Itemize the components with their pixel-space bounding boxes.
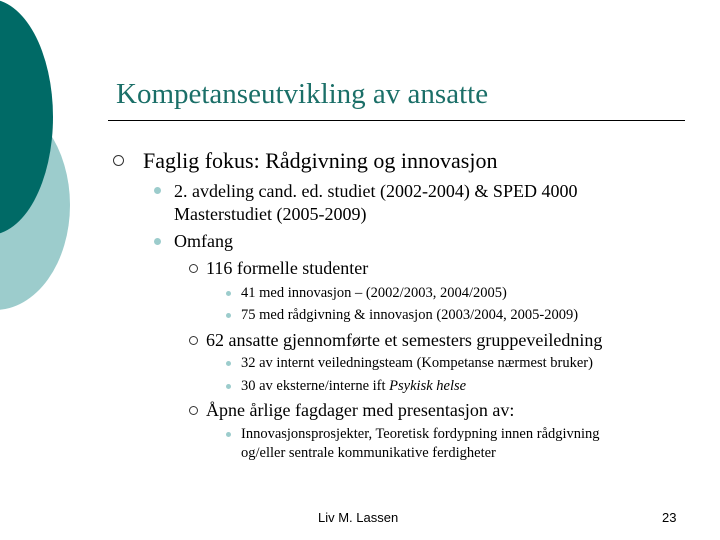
dot-bullet-icon: [154, 238, 161, 245]
ring-bullet-icon: [189, 406, 198, 415]
dot-bullet-icon: [226, 432, 231, 437]
bullet-level1: Faglig fokus: Rådgivning og innovasjon: [143, 148, 498, 173]
bullet-level4: 32 av internt veiledningsteam (Kompetanse nærmest bruker): [241, 355, 593, 371]
page-number: 23: [662, 510, 677, 525]
bullet-level2-line2: Masterstudiet (2005-2009): [174, 204, 367, 224]
bullet-text: 30 av eksterne/interne ift: [241, 378, 390, 394]
dot-bullet-icon: [226, 384, 231, 389]
bullet-level4-line2: og/eller sentrale kommunikative ferdigheter: [241, 445, 496, 461]
slide-title: Kompetanseutvikling av ansatte: [116, 78, 489, 110]
ring-bullet-icon: [189, 264, 198, 273]
decorative-circles: [0, 0, 80, 320]
bullet-level4: 41 med innovasjon – (2002/2003, 2004/2005): [241, 285, 507, 301]
ring-bullet-icon: [189, 336, 198, 345]
dot-bullet-icon: [226, 313, 231, 318]
ring-bullet-icon: [113, 155, 124, 166]
bullet-level3: 62 ansatte gjennomførte et semesters gruppeveiledning: [206, 330, 603, 350]
bullet-level4: 75 med rådgivning & innovasjon (2003/2004, 2005-2009): [241, 307, 579, 323]
bullet-italic-text: Psykisk helse: [389, 378, 467, 394]
footer-author: Liv M. Lassen: [318, 510, 399, 525]
dot-bullet-icon: [226, 291, 231, 296]
bullet-level2-line1: 2. avdeling cand. ed. studiet (2002-2004) & SPED 4000: [174, 181, 578, 201]
title-divider: [108, 120, 685, 121]
dot-bullet-icon: [154, 187, 161, 194]
bullet-level4: [241, 379, 466, 394]
dot-bullet-icon: [226, 361, 231, 366]
bullet-level4-line1: Innovasjonsprosjekter, Teoretisk fordypning innen rådgivning: [241, 426, 600, 442]
bullet-level3: 116 formelle studenter: [206, 258, 369, 278]
bullet-level3: Åpne årlige fagdager med presentasjon av:: [206, 400, 515, 420]
bullet-level2: Omfang: [174, 231, 233, 251]
